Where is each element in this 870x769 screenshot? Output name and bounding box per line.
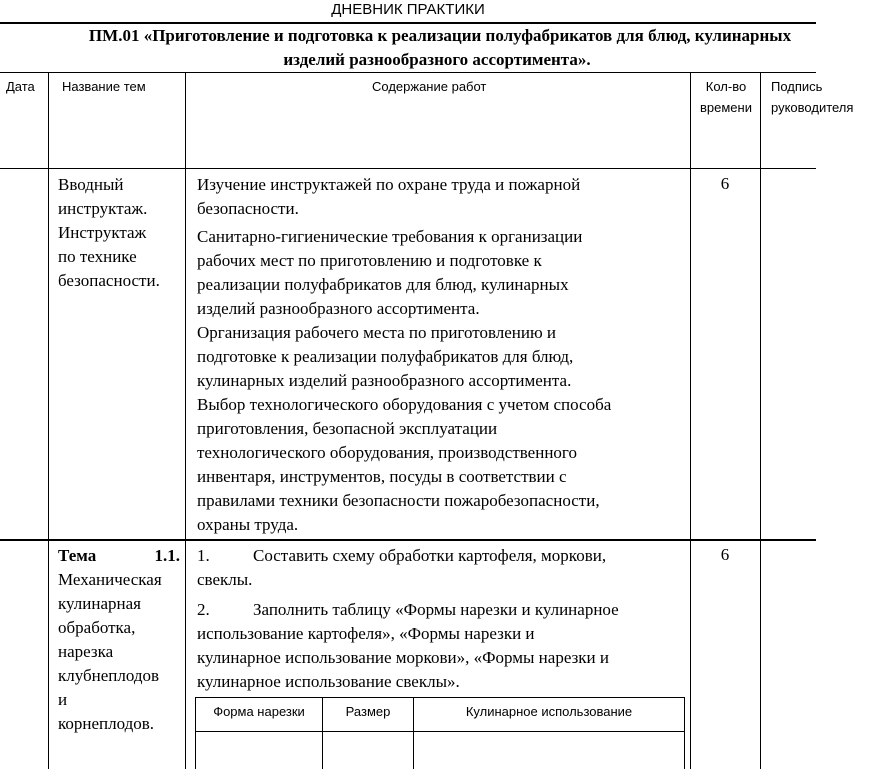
module-title-line-2: изделий разнообразного ассортимента». <box>283 50 591 69</box>
content-line: кулинарное использование моркови», «Формы нарезки и <box>197 648 610 667</box>
inner-table-header-bottom <box>195 731 685 732</box>
task-item <box>197 598 687 694</box>
row-1-content <box>197 173 687 537</box>
header-signature-line-1: Подпись <box>771 79 823 94</box>
content-line: безопасности. <box>197 199 299 218</box>
task-number: 1. <box>197 546 210 565</box>
col-border-date <box>48 72 49 769</box>
content-line: приготовления, безопасной эксплуатации <box>197 419 498 438</box>
header-content: Содержание работ <box>372 79 487 94</box>
row-1-bottom-border <box>0 539 816 541</box>
content-line: Организация рабочего места по приготовлению и <box>197 323 557 342</box>
topic-line: корнеплодов. <box>58 714 155 733</box>
row-2-topic <box>58 544 180 736</box>
header-bottom-border <box>0 168 816 169</box>
inner-header-cut-shape: Форма нарезки <box>213 704 305 719</box>
topic-label: Тема <box>58 546 97 565</box>
topic-line: кулинарная <box>58 594 141 613</box>
topic-line: Инструктаж <box>58 223 147 242</box>
module-title <box>10 24 870 72</box>
header-hours <box>692 77 760 117</box>
header-row-border <box>0 72 816 73</box>
content-line: подготовке к реализации полуфабрикатов для блюд, <box>197 347 574 366</box>
content-line: Санитарно-гигиенические требования к организации <box>197 227 583 246</box>
header-topic: Название тем <box>62 79 146 94</box>
content-line: использование картофеля», «Формы нарезки и <box>197 624 535 643</box>
header-signature <box>771 77 853 117</box>
content-paragraph <box>197 173 687 221</box>
content-line: охраны труда. <box>197 515 299 534</box>
topic-line: клубнеплодов <box>58 666 160 685</box>
topic-line: нарезка <box>58 642 114 661</box>
header-signature-line-2: руководителя <box>771 100 854 115</box>
content-paragraph <box>197 225 687 321</box>
content-line: рабочих мест по приготовлению и подготовке к <box>197 251 542 270</box>
topic-line: по технике <box>58 247 137 266</box>
inner-table-right <box>684 697 685 769</box>
module-title-line-1: ПМ.01 «Приготовление и подготовка к реализации полуфабрикатов для блюд, кулинарных <box>88 26 792 45</box>
row-1-topic <box>58 173 184 293</box>
topic-line: инструктаж. <box>58 199 148 218</box>
topic-number: 1.1. <box>154 546 180 565</box>
row-2-content <box>197 544 687 694</box>
inner-header-size: Размер <box>345 704 391 719</box>
row-1-hours: 6 <box>720 174 730 193</box>
topic-line: безопасности. <box>58 271 160 290</box>
content-line: кулинарных изделий разнообразного ассортимента. <box>197 371 572 390</box>
content-line: Заполнить таблицу «Формы нарезки и кулинарное <box>253 600 619 619</box>
header-hours-line-1: Кол-во <box>705 79 747 94</box>
content-line: кулинарное использование свеклы». <box>197 672 460 691</box>
topic-line: и <box>58 690 68 709</box>
topic-line: Вводный <box>58 175 124 194</box>
inner-header-culinary-use: Кулинарное использование <box>465 704 633 719</box>
content-line: Составить схему обработки картофеля, моркови, <box>253 546 607 565</box>
document-title: ДНЕВНИК ПРАКТИКИ <box>331 1 485 18</box>
task-item <box>197 544 687 592</box>
content-line: инвентаря, инструментов, посуды в соответствии с <box>197 467 567 486</box>
header-hours-line-2: времени <box>700 100 752 115</box>
topic-line: Механическая <box>58 570 162 589</box>
row-2-hours: 6 <box>720 545 730 564</box>
content-line: технологического оборудования, производственного <box>197 443 577 462</box>
content-line: Изучение инструктажей по охране труда и пожарной <box>197 175 581 194</box>
col-border-topic <box>185 72 186 769</box>
content-line: свеклы. <box>197 570 253 589</box>
content-line: Выбор технологического оборудования с учетом способа <box>197 395 612 414</box>
content-paragraph <box>197 321 687 393</box>
content-line: правилами техники безопасности пожаробезопасности, <box>197 491 600 510</box>
topic-heading <box>58 544 180 568</box>
inner-table-top <box>195 697 685 698</box>
table-top-border <box>0 22 816 24</box>
task-number: 2. <box>197 600 210 619</box>
content-line: реализации полуфабрикатов для блюд, кулинарных <box>197 275 569 294</box>
header-date: Дата <box>6 79 35 94</box>
topic-line: обработка, <box>58 618 136 637</box>
content-line: изделий разнообразного ассортимента. <box>197 299 480 318</box>
content-paragraph <box>197 393 687 537</box>
